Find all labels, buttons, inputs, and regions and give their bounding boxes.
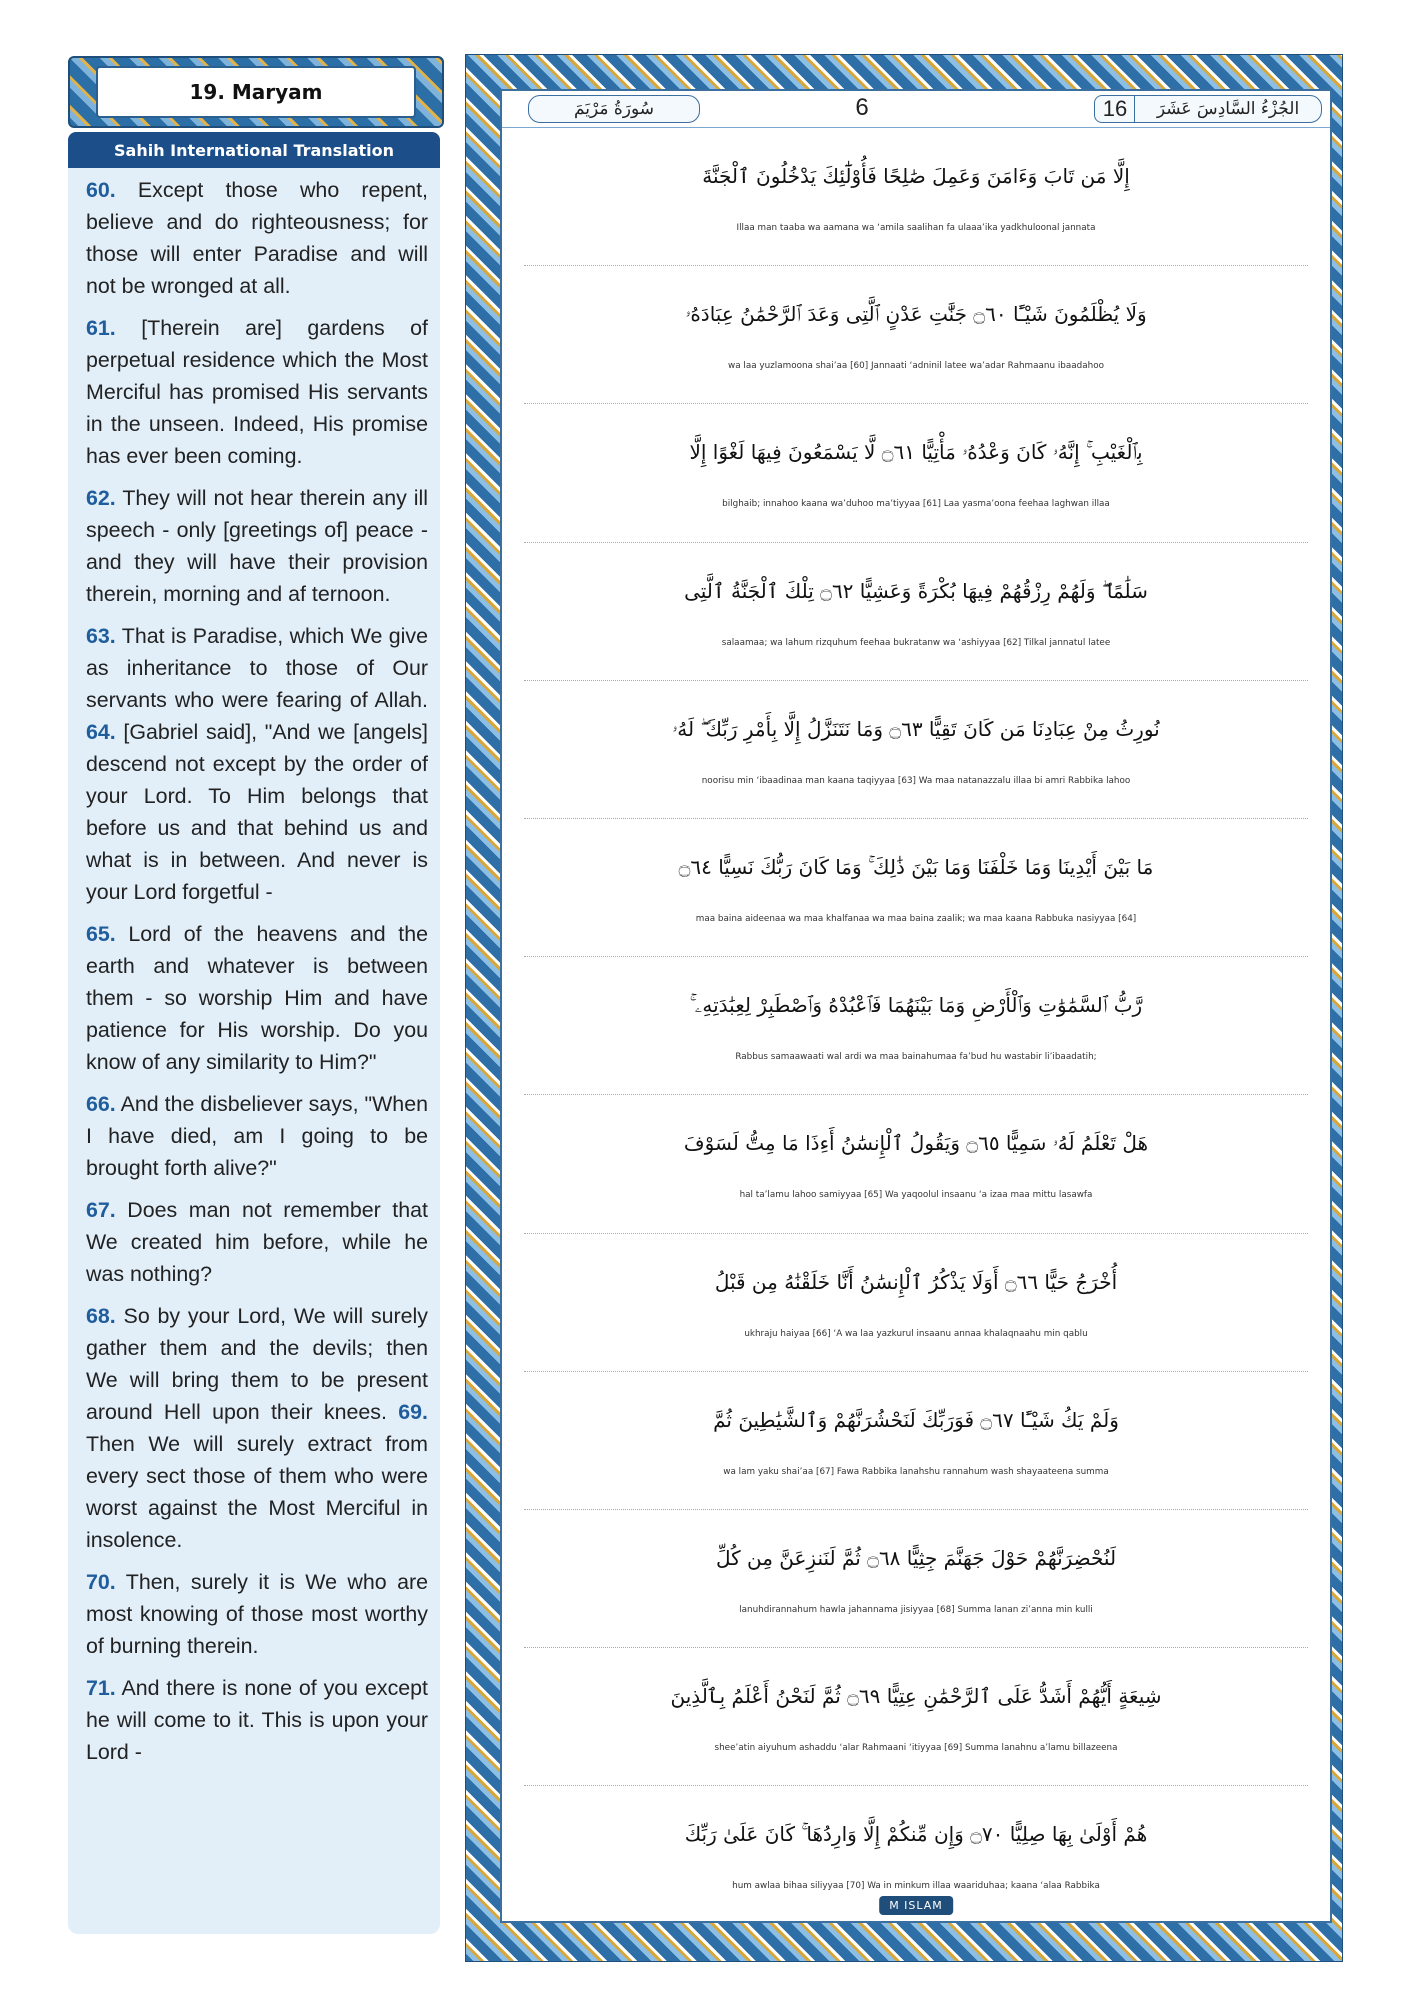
transliteration-text: noorisu min ‘ibaadinaa man kaana taqiyyaa [63] Wa maa natanazzalu illaa bi amri Rabbika lahoo	[701, 775, 1131, 786]
quran-line	[524, 267, 1308, 404]
mushaf-surah-name: سُورَةُ مَرْيَمَ	[528, 95, 700, 123]
arabic-verse-text: لَنُحْضِرَنَّهُمْ حَوْلَ جَهَنَّمَ جِثِيًّا ۝٦٨ ثُمَّ لَنَنزِعَنَّ مِن كُلِّ	[715, 1546, 1117, 1570]
arabic-verse-text: مَا بَيْنَ أَيْدِينَا وَمَا خَلْفَنَا وَمَا بَيْنَ ذَٰلِكَ ۚ وَمَا كَانَ رَبُّكَ نَسِيًّا ۝٦٤	[678, 855, 1154, 879]
transliteration-text: bilghaib; innahoo kaana wa’duhoo ma’tiyyaa [61] Laa yasma’oona feehaa laghwan illaa	[722, 499, 1110, 510]
arabic-verse-text: وَلَا يُظْلَمُونَ شَيْـًٔا ۝٦٠ جَنَّٰتِ عَدْنٍ ٱلَّتِى وَعَدَ ٱلرَّحْمَٰنُ عِبَادَهُۥ	[685, 302, 1147, 327]
arabic-verse-text: أُخْرَجُ حَيًّا ۝٦٦ أَوَلَا يَذْكُرُ ٱلْإِنسَٰنُ أَنَّا خَلَقْنَٰهُ مِن قَبْلُ	[714, 1269, 1118, 1294]
quran-line	[524, 1511, 1308, 1648]
translation-verse-70: 70. Then, surely it is We who are most knowing of those most worthy of burning therein.	[86, 1570, 428, 1658]
quran-line	[524, 682, 1308, 819]
arabic-verse-text: هُمْ أَوْلَىٰ بِهَا صِلِيًّا ۝٧٠ وَإِن مِّنكُمْ إِلَّا وَارِدُهَا ۚ كَانَ عَلَىٰ رَبِّكَ	[684, 1822, 1148, 1847]
transliteration-text: Illaa man taaba wa aamana wa ‘amila saalihan fa ulaaa’ika yadkhuloonal jannata	[736, 223, 1096, 233]
transliteration-text: wa lam yaku shai’aa [67] Fawa Rabbika lanahshu rannahum wash shayaateena summa	[723, 1466, 1109, 1477]
quran-line	[524, 1649, 1308, 1786]
juz-number: 16	[1094, 95, 1136, 123]
translation-verse-62: 62. They will not hear therein any ill speech - only [greetings of] peace - and they will have their provision therein, morning and af ternoon.	[86, 486, 428, 606]
footer-logo: M ISLAM	[879, 1896, 953, 1915]
mushaf-header	[502, 91, 1330, 128]
arabic-verse-text: نُورِثُ مِنْ عِبَادِنَا مَن كَانَ تَقِيًّا ۝٦٣ وَمَا نَتَنَزَّلُ إِلَّا بِأَمْرِ رَبِّكَ ۖ لَهُۥ	[672, 716, 1160, 741]
quran-line	[524, 129, 1308, 266]
translation-panel	[68, 168, 440, 1934]
page-number: 6	[855, 94, 869, 121]
transliteration-text: maa baina aideenaa wa maa khalfanaa wa maa baina zaalik; wa maa kaana Rabbuka nasiyyaa [64]	[695, 914, 1137, 924]
transliteration-text: hal ta’lamu lahoo samiyyaa [65] Wa yaqoolul insaanu ‘a izaa maa mittu lasawfa	[739, 1190, 1093, 1201]
arabic-verse-text: إِلَّا مَن تَابَ وَءَامَنَ وَعَمِلَ صَٰلِحًا فَأُوْلَٰٓئِكَ يَدْخُلُونَ ٱلْجَنَّةَ	[702, 164, 1130, 188]
transliteration-text: Rabbus samaawaati wal ardi wa maa bainahumaa fa’bud hu wastabir li’ibaadatih;	[735, 1052, 1097, 1063]
translation-verse-63-64: 63. That is Paradise, which We give as inheritance to those of Our servants who were fearing of Allah. 64. [Gabriel said], "And we [angels] descend not except by the order of your Lord. To Him belongs that before us and that behind us and what is in between. And never is your Lord forgetful -	[86, 624, 428, 904]
translation-verse-61: 61. [Therein are] gardens of perpetual residence which the Most Merciful has promised His servants in the unseen. Indeed, His promise has ever been coming.	[86, 316, 428, 468]
surah-title-banner	[68, 56, 444, 128]
mushaf-page-frame	[465, 54, 1343, 1962]
surah-title: 19. Maryam	[96, 66, 416, 118]
quran-line	[524, 1235, 1308, 1372]
transliteration-text: hum awlaa bihaa siliyyaa [70] Wa in minkum illaa waariduhaa; kaana ‘alaa Rabbika	[732, 1881, 1100, 1892]
translation-header: Sahih International Translation	[68, 132, 440, 168]
quran-line	[524, 820, 1308, 957]
transliteration-text: shee’atin aiyuhum ashaddu ‘alar Rahmaani ‘itiyyaa [69] Summa lanahnu a’lamu billazeena	[714, 1743, 1118, 1754]
arabic-verse-text: رَّبُّ ٱلسَّمَٰوَٰتِ وَٱلْأَرْضِ وَمَا بَيْنَهُمَا فَٱعْبُدْهُ وَٱصْطَبِرْ لِعِبَٰدَتِهِۦ ۚ	[689, 993, 1143, 1018]
transliteration-text: salaamaa; wa lahum rizquhum feehaa bukratanw wa ‘ashiyyaa [62] Tilkal jannatul latee	[721, 637, 1111, 648]
quran-line	[524, 1373, 1308, 1510]
transliteration-text: wa laa yuzlamoona shai’aa [60] Jannaati ‘adninil latee wa’adar Rahmaanu ibaadahoo	[728, 361, 1104, 372]
juz-name: الجُزْءُ السَّادِسَ عَشَرَ	[1134, 95, 1322, 123]
translation-verse-66: 66. And the disbeliever says, "When I have died, am I going to be brought forth alive?"	[86, 1092, 428, 1180]
quran-line	[524, 405, 1308, 542]
arabic-verse-text: شِيعَةٍ أَيُّهُمْ أَشَدُّ عَلَى ٱلرَّحْمَٰنِ عِتِيًّا ۝٦٩ ثُمَّ لَنَحْنُ أَعْلَمُ بِٱلَّذِينَ	[670, 1684, 1162, 1709]
arabic-verse-text: هَلْ تَعْلَمُ لَهُۥ سَمِيًّا ۝٦٥ وَيَقُولُ ٱلْإِنسَٰنُ أَءِذَا مَا مِتُّ لَسَوْفَ	[683, 1131, 1149, 1156]
quran-line	[524, 958, 1308, 1095]
translation-verse-68-69: 68. So by your Lord, We will surely gather them and the devils; then We will bring them to be present around Hell upon their knees. 69. Then We will surely extract from every sect those of them who were worst against the Most Merciful in insolence.	[86, 1304, 428, 1552]
transliteration-text: ukhraju haiyaa [66] ‘A wa laa yazkurul insaanu annaa khalaqnaahu min qablu	[744, 1328, 1088, 1339]
arabic-verse-text: وَلَمْ يَكُ شَيْـًٔا ۝٦٧ فَوَرَبِّكَ لَنَحْشُرَنَّهُمْ وَٱلشَّيَٰطِينَ ثُمَّ	[713, 1407, 1119, 1432]
translation-verse-65: 65. Lord of the heavens and the earth and whatever is between them - so worship Him and have patience for His worship. Do you know of any similarity to Him?"	[86, 922, 428, 1074]
mushaf-page	[500, 89, 1332, 1923]
translation-verse-60: 60. Except those who repent, believe and do righteousness; for those will enter Paradise and will not be wronged at all.	[86, 178, 428, 298]
quran-line	[524, 1096, 1308, 1233]
translation-verse-71: 71. And there is none of you except he will come to it. This is upon your Lord -	[86, 1676, 428, 1764]
arabic-verse-text: سَلَٰمًا ۖ وَلَهُمْ رِزْقُهُمْ فِيهَا بُكْرَةً وَعَشِيًّا ۝٦٢ تِلْكَ ٱلْجَنَّةُ ٱلَّتِى	[684, 578, 1148, 603]
transliteration-text: lanuhdirannahum hawla jahannama jisiyyaa [68] Summa lanan zi’anna min kulli	[739, 1605, 1093, 1615]
arabic-verse-text: بِٱلْغَيْبِ ۚ إِنَّهُۥ كَانَ وَعْدُهُۥ مَأْتِيًّا ۝٦١ لَّا يَسْمَعُونَ فِيهَا لَغْوًا إِلَّا	[689, 440, 1143, 465]
quran-line	[524, 544, 1308, 681]
translation-verse-67: 67. Does man not remember that We created him before, while he was nothing?	[86, 1198, 428, 1286]
